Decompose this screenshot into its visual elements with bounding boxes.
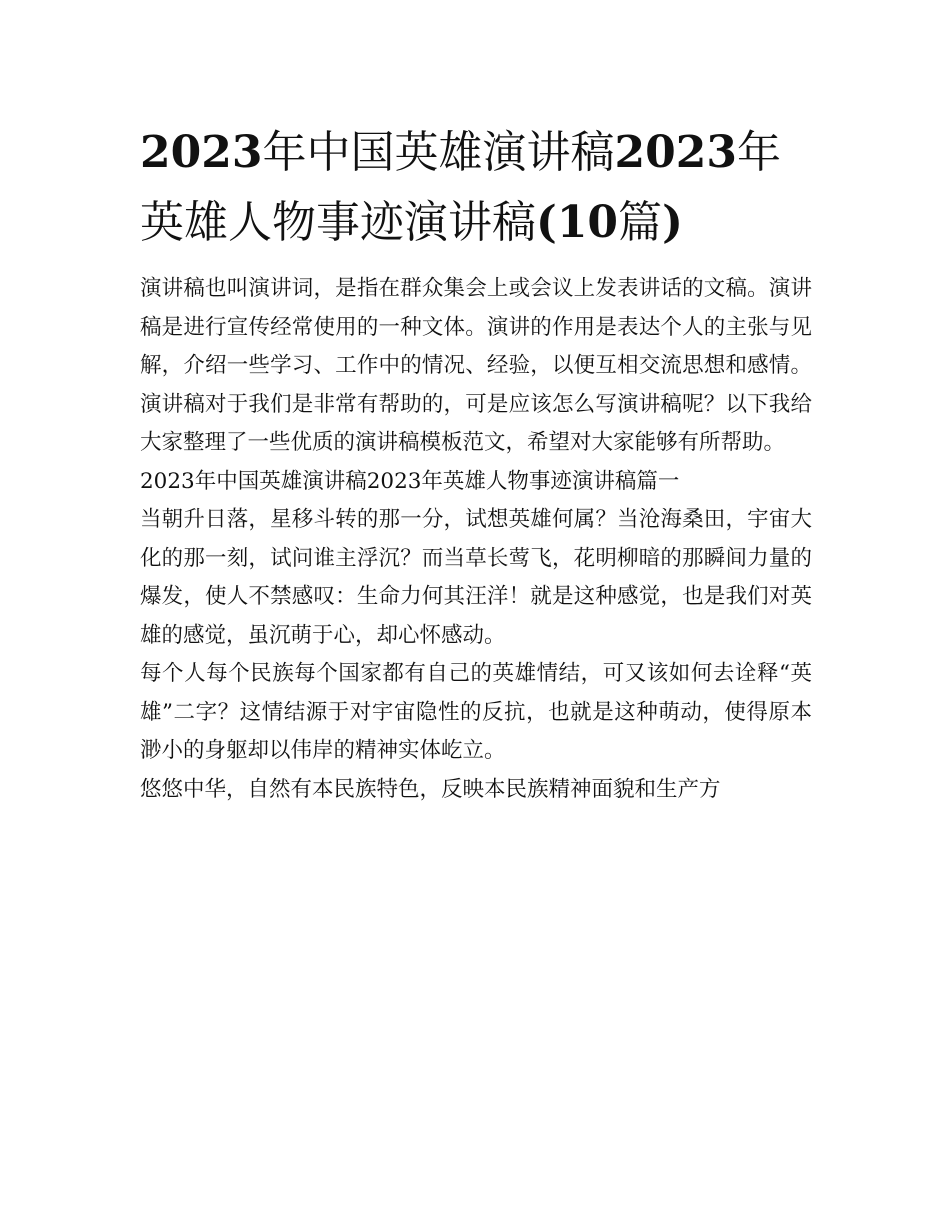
section-heading: 2023年中国英雄演讲稿2023年英雄人物事迹演讲稿篇一 — [140, 468, 680, 494]
body-paragraph: 悠悠中华，自然有本民族特色，反映本民族精神面貌和生产方 — [140, 776, 721, 802]
document-body — [140, 118, 812, 809]
document-title: 2023年中国英雄演讲稿2023年英雄人物事迹演讲稿(10篇) — [140, 127, 781, 248]
intro-paragraph: 演讲稿也叫演讲词，是指在群众集会上或会议上发表讲话的文稿。演讲稿是进行宣传经常使用的一种文体。演讲的作用是表达个人的主张与见解，介绍一些学习、工作中的情况、经验，以便互相交流思想和感情。演讲稿对于我们是非常有帮助的，可是应该怎么写演讲稿呢？以下我给大家整理了一些优质的演讲稿模板范文，希望对大家能够有所帮助。 — [140, 276, 812, 455]
body-paragraph: 每个人每个民族每个国家都有自己的英雄情结，可又该如何去诠释“英雄”二字？这情结源于对宇宙隐性的反抗，也就是这种萌动，使得原本渺小的身躯却以伟岸的精神实体屹立。 — [140, 661, 812, 763]
body-paragraph: 当朝升日落，星移斗转的那一分，试想英雄何属？当沧海桑田，宇宙大化的那一刻，试问谁主浮沉？而当草长莺飞，花明柳暗的那瞬间力量的爆发，使人不禁感叹：生命力何其汪洋！就是这种感觉，也是我们对英雄的感觉，虽沉萌于心，却心怀感动。 — [140, 507, 812, 648]
